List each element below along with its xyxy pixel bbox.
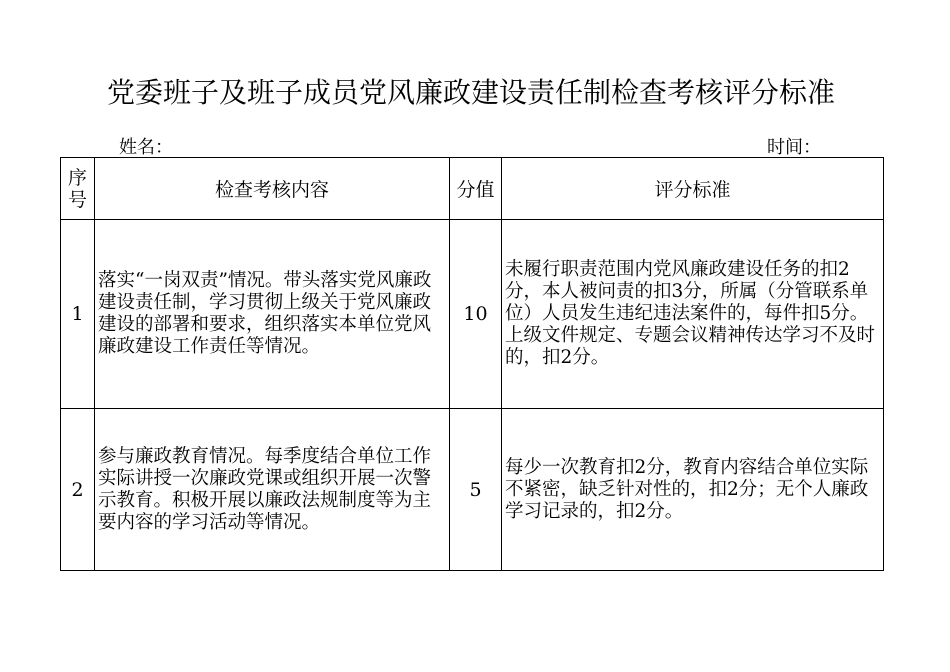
name-label: 姓名：	[119, 137, 173, 158]
row-criteria: 每少一次教育扣2分，教育内容结合单位实际不紧密，缺乏针对性的，扣2分；无个人廉政学习记录的，扣2分。	[502, 409, 884, 571]
page-title: 党委班子及班子成员党风廉政建设责任制检查考核评分标准	[107, 76, 836, 109]
table-row	[61, 220, 884, 409]
time-label: 时间：	[767, 137, 821, 158]
row-score: 5	[450, 409, 502, 571]
row-number: 1	[61, 220, 95, 409]
row-content: 参与廉政教育情况。每季度结合单位工作实际讲授一次廉政党课或组织开展一次警示教育。积极开展以廉政法规制度等为主要内容的学习活动等情况。	[95, 409, 450, 571]
header-number: 序号	[61, 158, 95, 220]
row-criteria: 未履行职责范围内党风廉政建设任务的扣2分，本人被问责的扣3分，所属（分管联系单位）人员发生违纪违法案件的，每件扣5分。上级文件规定、专题会议精神传达学习不及时的，扣2分。	[502, 220, 884, 409]
row-score: 10	[450, 220, 502, 409]
assessment-table	[60, 157, 884, 571]
header-score: 分值	[450, 158, 502, 220]
table-row	[61, 409, 884, 571]
header-criteria: 评分标准	[502, 158, 884, 220]
row-number: 2	[61, 409, 95, 571]
row-content: 落实“一岗双责”情况。带头落实党风廉政建设责任制，学习贯彻上级关于党风廉政建设的部署和要求，组织落实本单位党风廉政建设工作责任等情况。	[95, 220, 450, 409]
header-content: 检查考核内容	[95, 158, 450, 220]
table-header-row	[61, 158, 884, 220]
